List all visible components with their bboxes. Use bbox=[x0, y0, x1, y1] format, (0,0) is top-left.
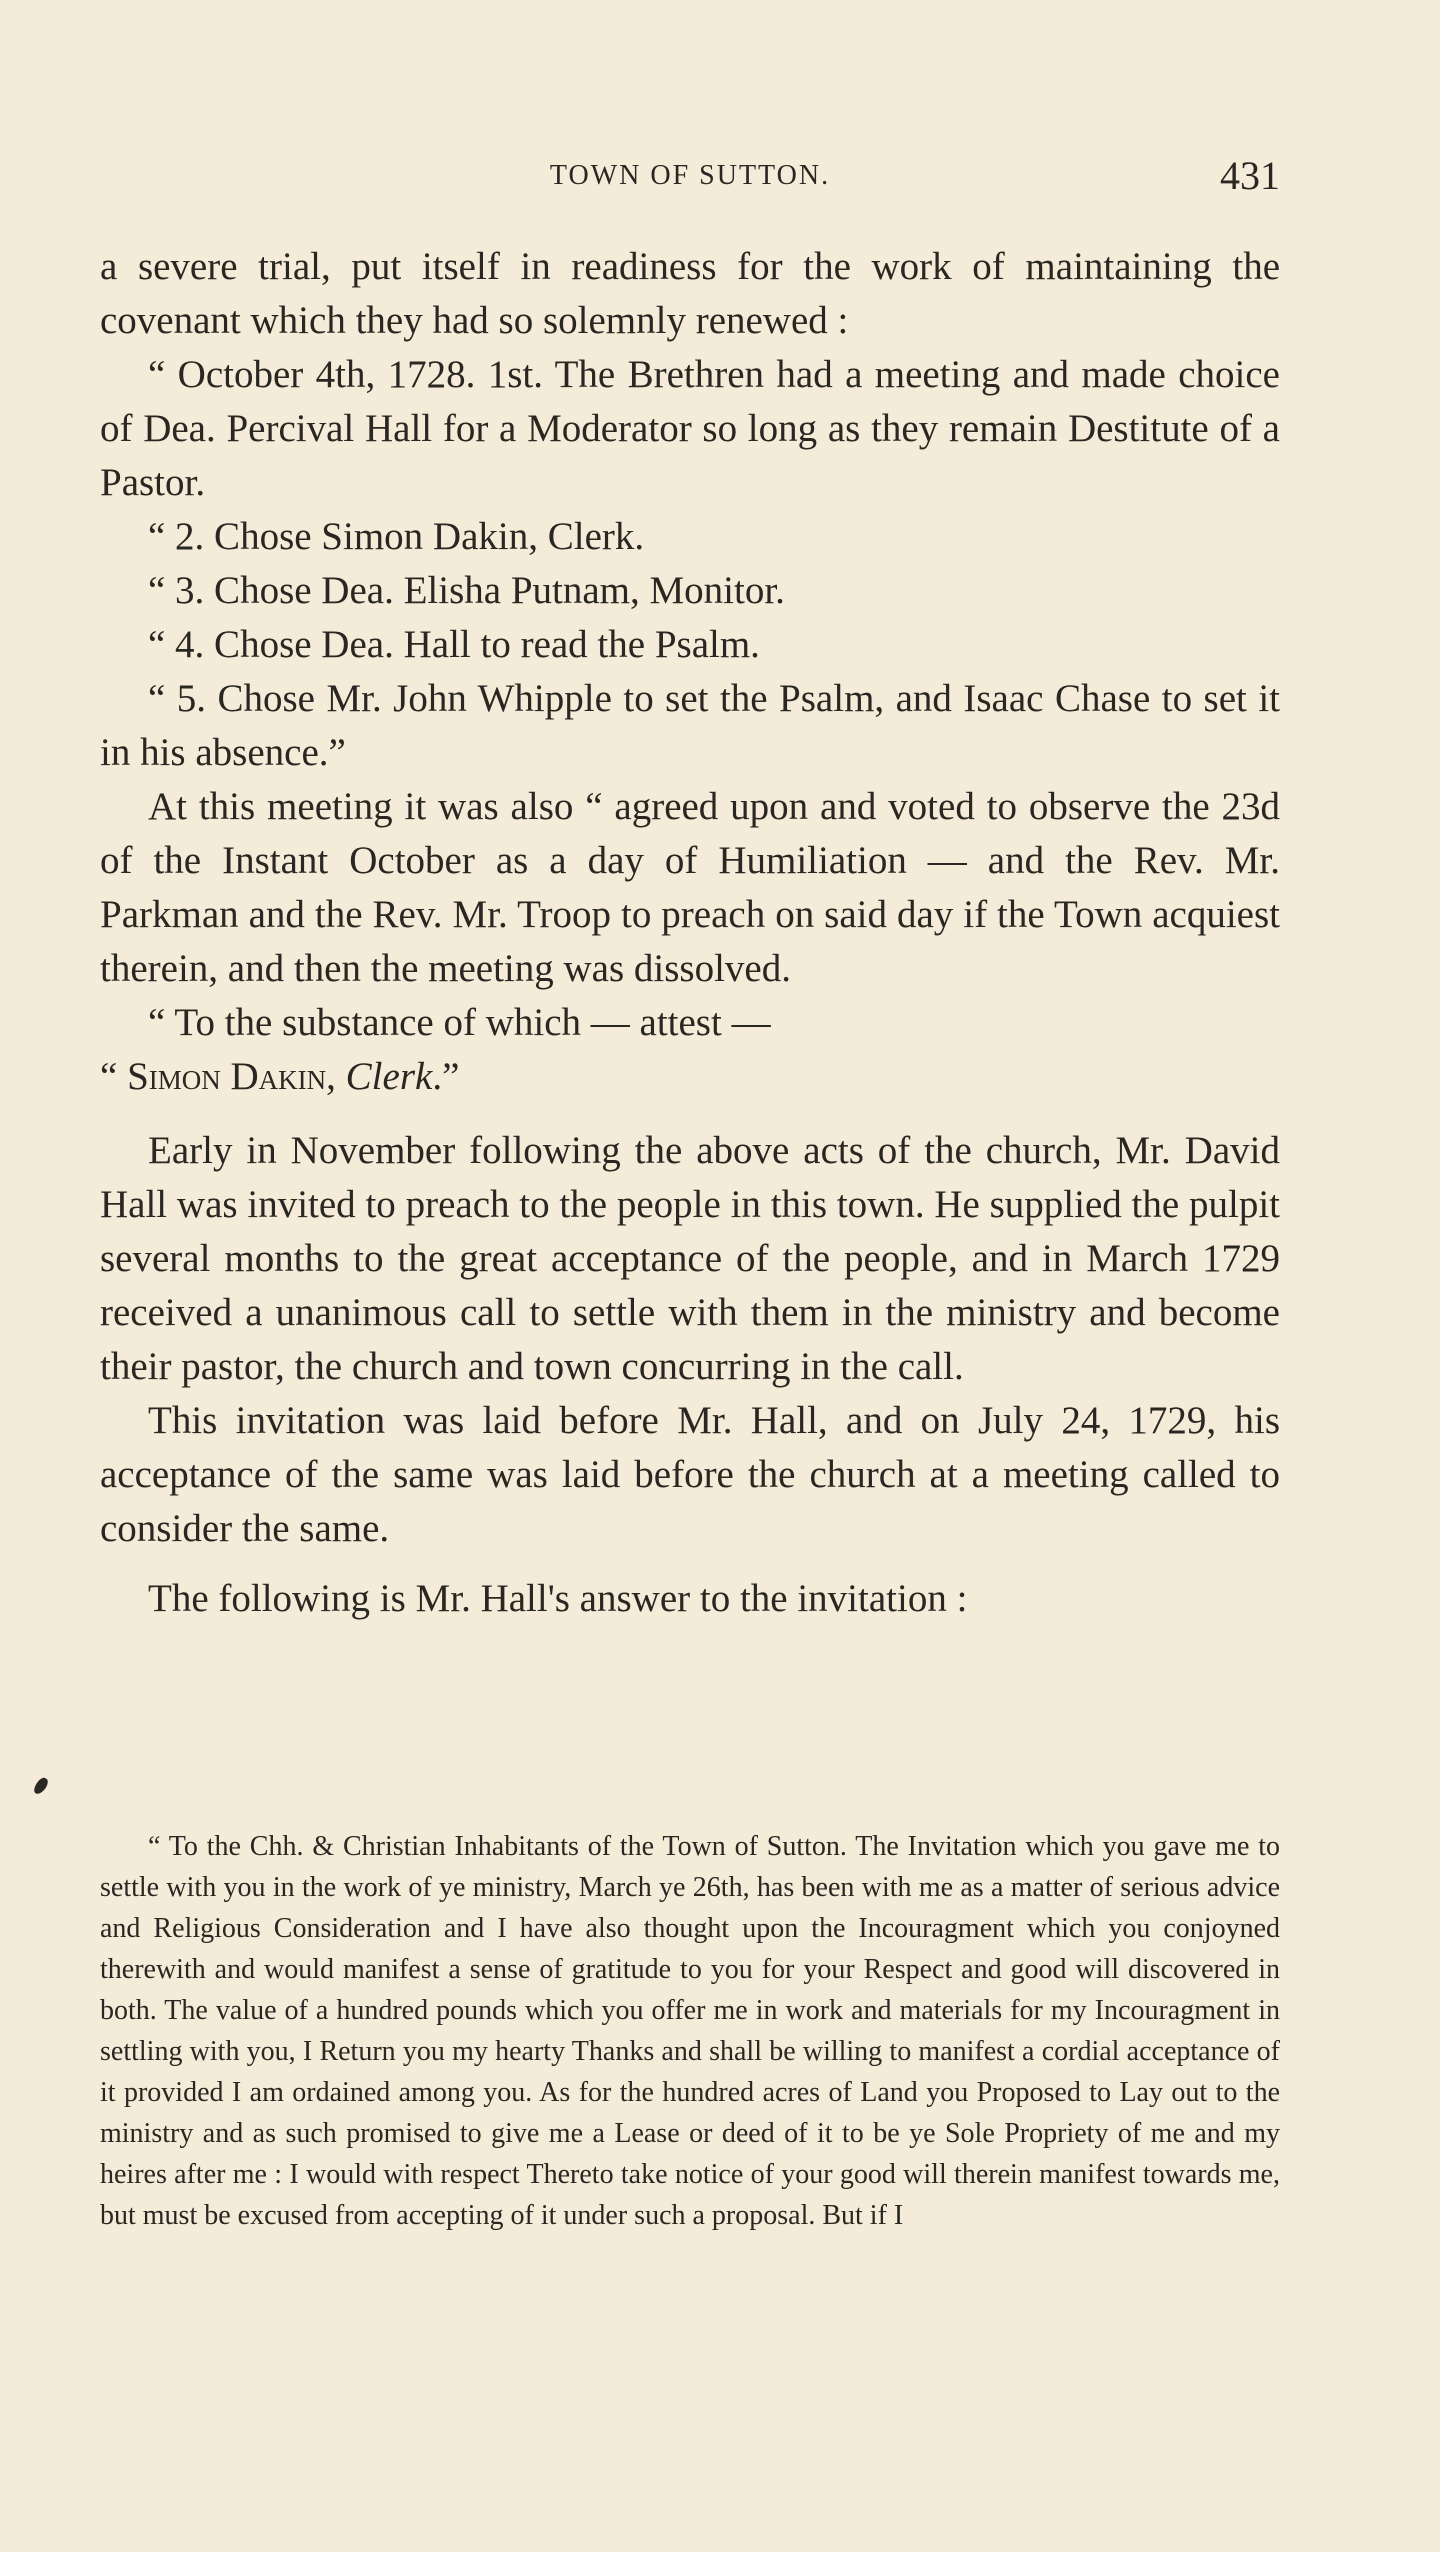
quoted-letter bbox=[100, 1826, 1280, 2236]
paragraph-item-3: “ 3. Chose Dea. Elisha Putnam, Monitor. bbox=[148, 569, 785, 612]
signature-open-quote: “ bbox=[100, 1055, 128, 1098]
letter-text: “ To the Chh. & Christian Inhabitants of the Town of Sutton. The Invitation which you gave me to settle with you in the work of ye ministry, March ye 26th, has been with me as a matter of serious advice and Religious Consideration and I have also thought upon the Incouragment which you conjoyned therewith and would manifest a sense of gratitude to you for your Respect and good will discovered in both. The value of a hundred pounds which you offer me in work and materials for my Incouragment in settling with you, I Return you my hearty Thanks and shall be willing to manifest a cordial acceptance of it provided I am ordained among you. As for the hundred acres of Land you Proposed to Lay out to the ministry and as such promised to give me a Lease or deed of it to be ye Sole Propriety of me and my heires after me : I would with respect Thereto take notice of your good will therein manifest towards me, but must be excused from accepting of it under such a proposal. But if I bbox=[100, 1831, 1280, 2231]
signature-line bbox=[100, 1050, 1280, 1104]
paragraph-meeting: At this meeting it was also “ agreed upon and voted to observe the 23d of the Instant October as a day of Humiliation — and the Rev. Mr. Parkman and the Rev. Mr. Troop to preach on said day if the Town acquiest therein, and then the meeting was dissolved. bbox=[100, 785, 1280, 990]
signature-name: Simon Dakin bbox=[127, 1055, 327, 1098]
page-number: 431 bbox=[1220, 153, 1280, 198]
paragraph-item-5: “ 5. Chose Mr. John Whipple to set the Psalm, and Isaac Chase to set it in his absence.” bbox=[100, 677, 1280, 774]
main-text bbox=[100, 240, 1280, 1626]
running-title: TOWN OF SUTTON. bbox=[549, 160, 831, 191]
signature-close-quote: .” bbox=[432, 1055, 460, 1098]
paragraph-continued: a severe trial, put itself in readiness for the work of maintaining the covenant which they had so solemnly renewed : bbox=[100, 245, 1280, 342]
paragraph-answer-intro: The following is Mr. Hall's answer to the invitation : bbox=[148, 1577, 968, 1620]
paragraph-invitation: This invitation was laid before Mr. Hall, and on July 24, 1729, his acceptance of the same was laid before the church at a meeting called to consider the same. bbox=[100, 1399, 1280, 1550]
paragraph-item-4: “ 4. Chose Dea. Hall to read the Psalm. bbox=[148, 623, 760, 666]
signature-separator: , bbox=[326, 1055, 346, 1098]
signature-role: Clerk bbox=[345, 1055, 433, 1098]
running-head bbox=[100, 152, 1280, 202]
paragraph-item-2: “ 2. Chose Simon Dakin, Clerk. bbox=[148, 515, 645, 558]
ink-blot bbox=[32, 1776, 50, 1797]
paragraph-attest: “ To the substance of which — attest — bbox=[148, 1001, 771, 1044]
paragraph-record-1728: “ October 4th, 1728. 1st. The Brethren had a meeting and made choice of Dea. Percival Hall for a Moderator so long as they remain Destitute of a Pastor. bbox=[100, 353, 1280, 504]
paragraph-november: Early in November following the above acts of the church, Mr. David Hall was invited to preach to the people in this town. He supplied the pulpit several months to the great acceptance of the people, and in March 1729 received a unanimous call to settle with them in the ministry and become their pastor, the church and town concurring in the call. bbox=[100, 1129, 1280, 1388]
